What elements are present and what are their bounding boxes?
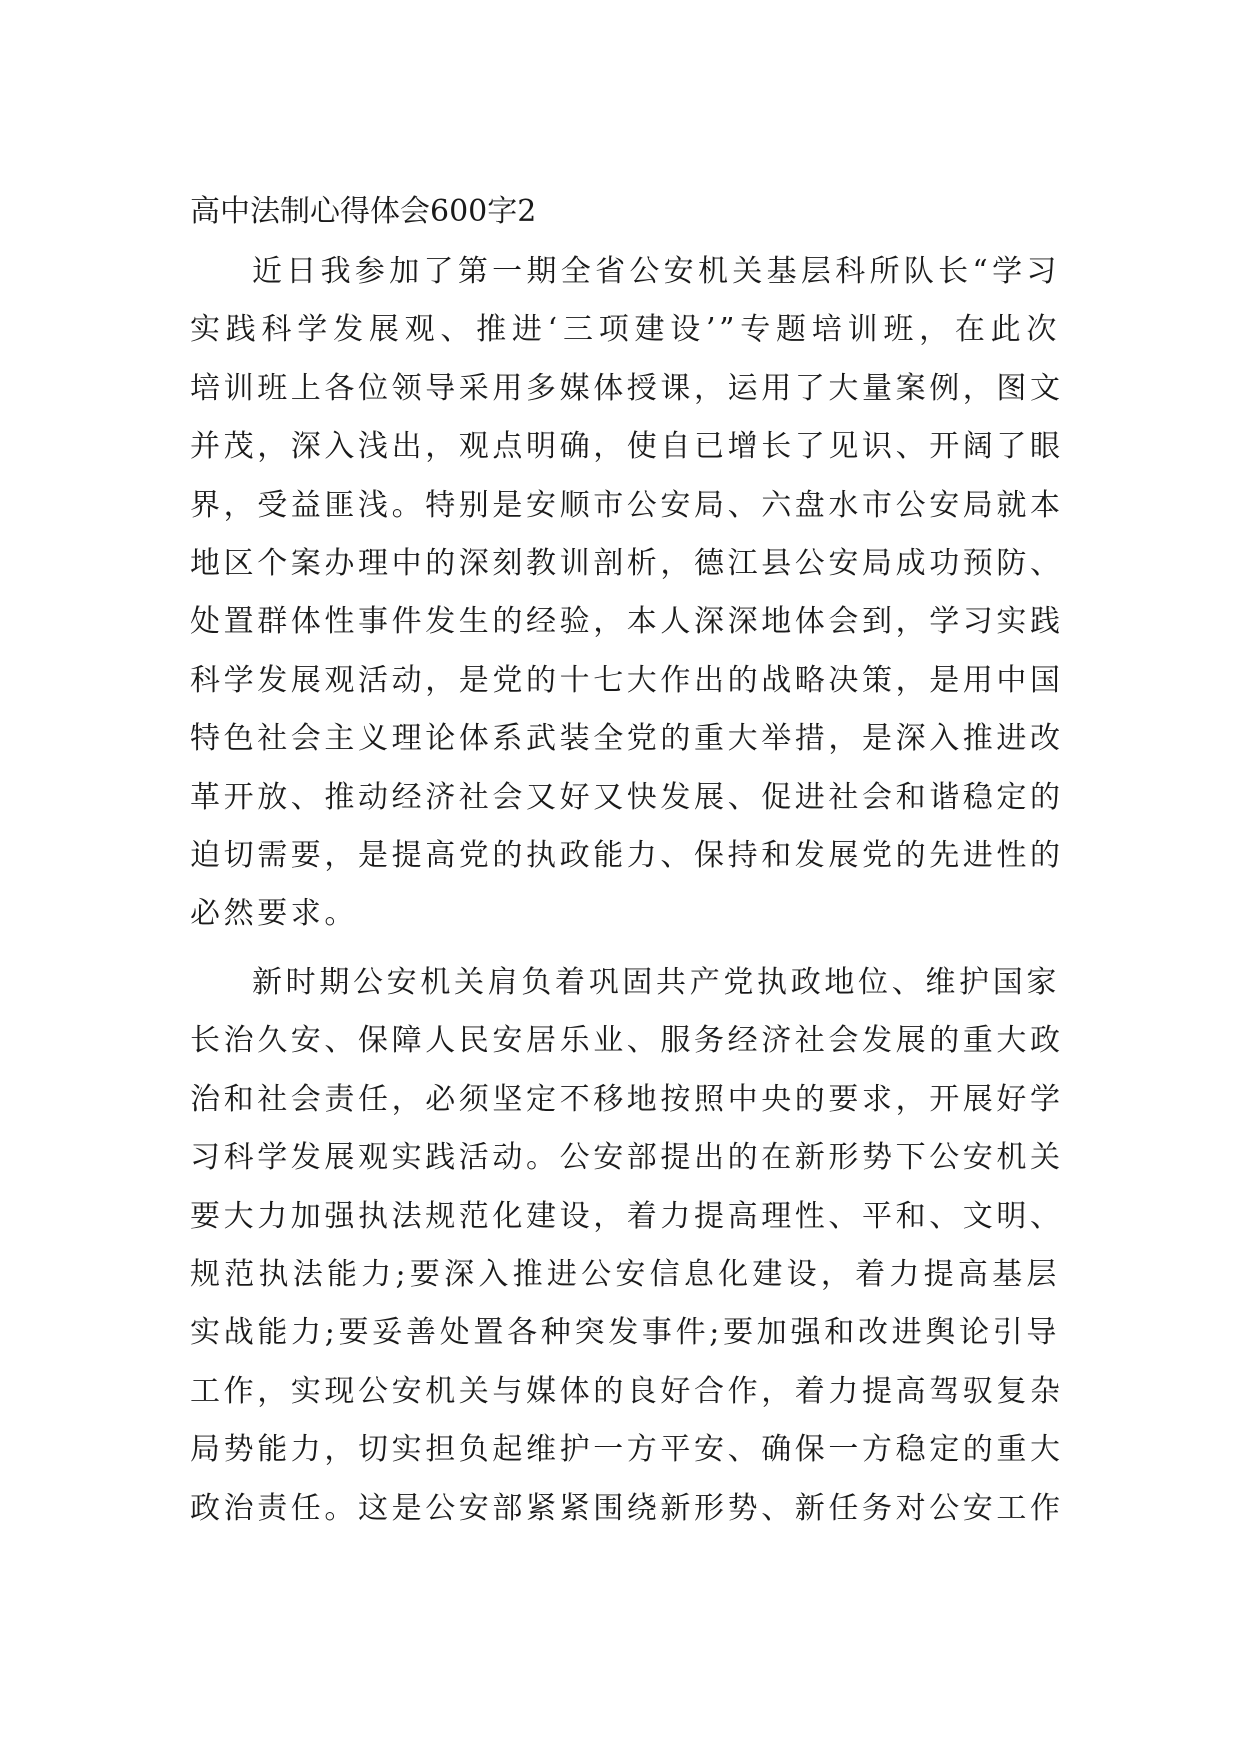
text-line: 治和社会责任，必须坚定不移地按照中央的要求，开展好学 — [190, 1081, 1064, 1117]
text-line: 特色社会主义理论体系武装全党的重大举措，是深入推进改 — [190, 721, 1064, 757]
text-line: 革开放、推动经济社会又好又快发展、促进社会和谐稳定的 — [190, 779, 1064, 815]
text-line: 政治责任。这是公安部紧紧围绕新形势、新任务对公安工作 — [190, 1490, 1064, 1526]
text-line: 地区个案办理中的深刻教训剖析，德江县公安局成功预防、 — [190, 545, 1064, 581]
text-line: 规范执法能力;要深入推进公安信息化建设，着力提高基层 — [190, 1256, 1060, 1292]
paragraph-1 — [190, 243, 1064, 944]
text-line: 培训班上各位领导采用多媒体授课，运用了大量案例，图文 — [190, 370, 1064, 406]
text-line: 迫切需要，是提高党的执政能力、保持和发展党的先进性的 — [190, 837, 1064, 873]
text-line: 局势能力，切实担负起维护一方平安、确保一方稳定的重大 — [190, 1432, 1064, 1468]
text-line: 处置群体性事件发生的经验，本人深深地体会到，学习实践 — [190, 604, 1064, 640]
paragraph-2 — [190, 954, 1064, 1538]
document-title: 高中法制心得体会600字2 — [190, 194, 537, 229]
text-line: 要大力加强执法规范化建设，着力提高理性、平和、文明、 — [190, 1198, 1064, 1234]
text-line: 长治久安、保障人民安居乐业、服务经济社会发展的重大政 — [190, 1023, 1064, 1059]
text-line: 科学发展观活动，是党的十七大作出的战略决策，是用中国 — [190, 662, 1064, 698]
text-line: 近日我参加了第一期全省公安机关基层科所队长“学习 — [252, 254, 1060, 289]
text-line: 实战能力;要妥善处置各种突发事件;要加强和改进舆论引导 — [190, 1315, 1060, 1351]
text-line: 并茂，深入浅出，观点明确，使自已增长了见识、开阔了眼 — [190, 429, 1064, 465]
text-line: 习科学发展观实践活动。公安部提出的在新形势下公安机关 — [190, 1140, 1064, 1176]
text-line: 工作，实现公安机关与媒体的良好合作，着力提高驾驭复杂 — [190, 1373, 1064, 1409]
text-line: 实践科学发展观、推进‘三项建设’”专题培训班，在此次 — [190, 312, 1060, 348]
text-line: 必然要求。 — [190, 896, 358, 932]
text-line: 界，受益匪浅。特别是安顺市公安局、六盘水市公安局就本 — [190, 487, 1064, 523]
text-line: 新时期公安机关肩负着巩固共产党执政地位、维护国家 — [252, 965, 1060, 1000]
